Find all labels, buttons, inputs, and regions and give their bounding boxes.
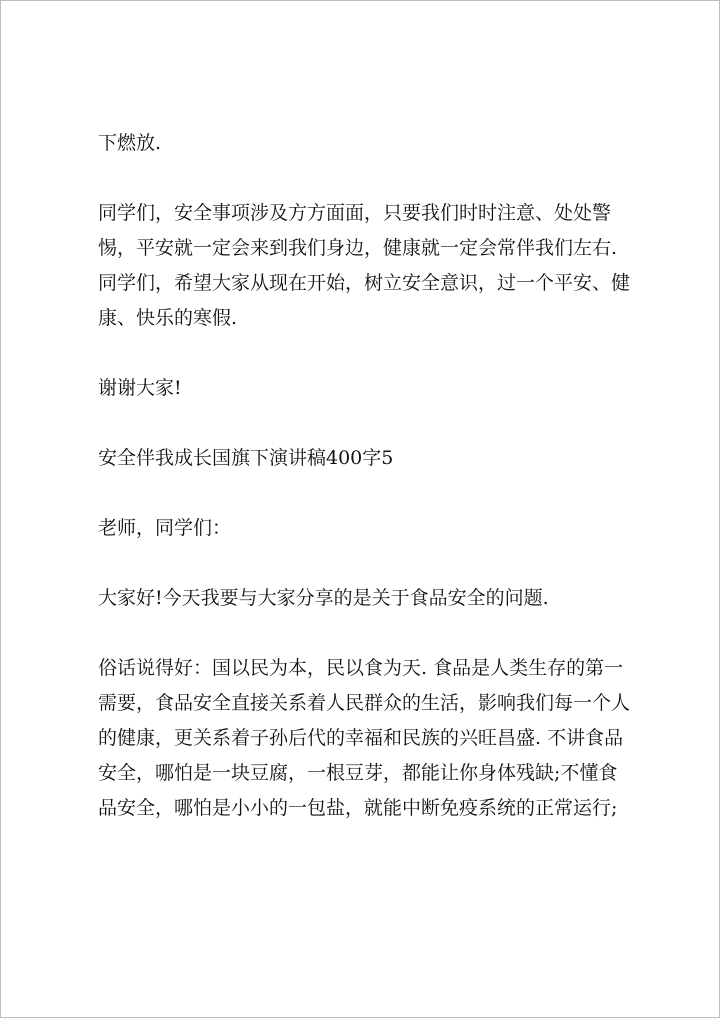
paragraph-line: 品安全，哪怕是小小的一包盐，就能中断免疫系统的正常运行; <box>98 797 618 819</box>
paragraph-line: 大家好!今天我要与大家分享的是关于食品安全的问题. <box>98 587 549 609</box>
paragraph-line: 俗话说得好：国以民为本，民以食为天. 食品是人类生存的第一 <box>98 657 624 679</box>
paragraph-line: 安全，哪怕是一块豆腐，一根豆芽，都能让你身体残缺;不懂食 <box>98 762 618 784</box>
paragraph-line: 的健康，更关系着子孙后代的幸福和民族的兴旺昌盛. 不讲食品 <box>98 727 624 749</box>
paragraph-line: 老师，同学们： <box>98 517 232 539</box>
paragraph-line: 下燃放. <box>98 132 162 154</box>
paragraph-gap <box>98 476 638 511</box>
paragraph-gap <box>98 616 638 651</box>
paragraph-gap <box>98 161 638 196</box>
paragraph-line: 惕，平安就一定会来到我们身边，健康就一定会常伴我们左右. <box>98 237 618 259</box>
paragraph-line: 同学们，希望大家从现在开始，树立安全意识，过一个平安、健 <box>98 272 631 294</box>
paragraph-line: 谢谢大家! <box>98 377 182 399</box>
paragraph-line: 同学们，安全事项涉及方方面面，只要我们时时注意、处处警 <box>98 202 612 224</box>
paragraph-line: 需要，食品安全直接关系着人民群众的生活，影响我们每一个人 <box>98 692 631 714</box>
paragraph-gap <box>98 336 638 371</box>
paragraph-line: 康、快乐的寒假. <box>98 307 238 329</box>
paragraph-gap <box>98 546 638 581</box>
paragraph-gap <box>98 406 638 441</box>
section-title: 安全伴我成长国旗下演讲稿400字5 <box>98 447 394 469</box>
document-body <box>98 126 638 826</box>
